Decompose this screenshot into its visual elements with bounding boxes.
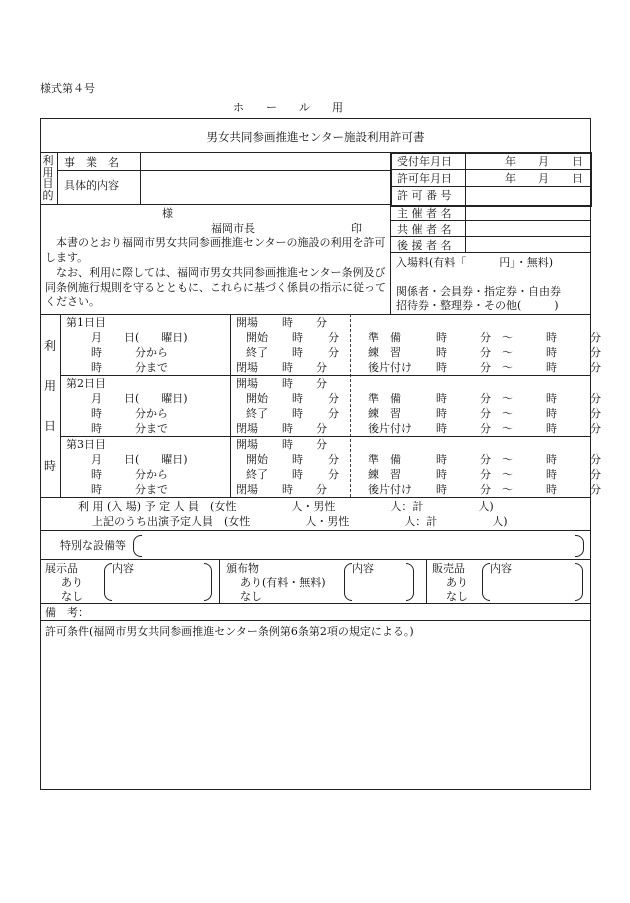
event-name-field[interactable] [145,155,385,168]
cleanup-label: 後片付け [368,483,412,496]
time-range: 時 分 〜 時 分 [436,422,601,435]
time-range: 時 分 〜 時 分 [436,453,601,466]
ticket-types-2: 招待券・整理券・その他( ) [396,299,559,312]
end-label: 終了 [246,346,268,359]
end-label: 終了 [246,407,268,420]
rehearsal-label: 練 習 [368,346,401,359]
admission-fee: 入場料(有料「 円」・無料) [396,256,554,269]
minute-label: 分 [316,361,327,374]
minute-label: 分 [328,331,339,344]
minute-label: 分 [316,422,327,435]
hour-label: 時 [292,407,303,420]
sales-yes[interactable]: あり [446,576,468,589]
minute-label: 分 [328,453,339,466]
day-from: 時 分から [91,468,168,481]
received-date-label: 受付年月日 [397,155,452,168]
day-to: 時 分まで [91,422,168,435]
minute-label: 分 [316,483,327,496]
open-label: 開場 [236,316,258,329]
hour-label: 時 [292,331,303,344]
hall-label: ホ ー ル 用 [233,101,343,114]
hour-label: 時 [282,361,293,374]
minute-label: 分 [328,468,339,481]
prep-label: 準 備 [368,331,401,344]
month-label: 月 [538,172,549,185]
purpose-vertical-label: 利用目的 [42,154,54,202]
hour-label: 時 [292,346,303,359]
prep-label: 準 備 [368,392,401,405]
schedule-vertical-char: 日 [44,419,57,433]
planned-attendance: 利 用 (入 場) 予 定 人 員 (女性 人・男性 人：計 人) [78,500,494,513]
handouts-yes[interactable]: あり(有料・無料) [240,576,326,589]
bracket-right [406,563,414,601]
hour-label: 時 [282,438,293,451]
conditions-field[interactable] [45,645,585,783]
bracket-right [575,563,583,601]
performer-count: 上記のうち出演予定人員 (女性 人・男性 人：計 人) [92,515,508,528]
day-to: 時 分まで [91,361,168,374]
day-date: 月 日( 曜日) [91,453,188,466]
bracket-left [104,563,112,601]
day-label: 日 [572,172,583,185]
supporter-label: 後 援 者 名 [397,239,452,252]
minute-label: 分 [316,316,327,329]
content-field[interactable] [145,174,385,200]
content-label: 具体的内容 [64,179,119,192]
day-header: 第3日目 [66,438,106,451]
day-header: 第2日目 [66,377,106,390]
ticket-types-1: 関係者・会員券・指定券・自由券 [396,285,561,298]
close-label: 閉場 [236,361,258,374]
hour-label: 時 [282,483,293,496]
minute-label: 分 [316,438,327,451]
day-to: 時 分まで [91,483,168,496]
time-range: 時 分 〜 時 分 [436,468,601,481]
rehearsal-label: 練 習 [368,407,401,420]
hour-label: 時 [292,468,303,481]
hour-label: 時 [282,316,293,329]
sales-content-label: 内容 [490,562,512,575]
open-label: 開場 [236,377,258,390]
exhibits-no[interactable]: なし [61,590,83,603]
addressee-sama: 様 [162,207,173,220]
minute-label: 分 [316,377,327,390]
event-name-label: 事 業 名 [64,156,119,169]
cleanup-label: 後片付け [368,422,412,435]
form-title: 男女共同参画推進センター施設利用許可書 [206,130,425,144]
rehearsal-label: 練 習 [368,468,401,481]
day-from: 時 分から [91,346,168,359]
time-range: 時 分 〜 時 分 [436,361,601,374]
schedule-vertical-char: 用 [44,379,57,393]
hour-label: 時 [282,422,293,435]
year-label: 年 [505,155,516,168]
minute-label: 分 [328,392,339,405]
prep-label: 準 備 [368,453,401,466]
permit-text-1: 本書のとおり福岡市男女共同参画推進センターの施設の利用を許可します。 [45,236,386,264]
sales-no[interactable]: なし [446,590,468,603]
seal-mark: 印 [351,222,362,235]
exhibits-content-label: 内容 [112,562,134,575]
mayor-label: 福岡市長 [211,222,255,235]
time-range: 時 分 〜 時 分 [436,407,601,420]
bracket-right [204,563,212,601]
time-range: 時 分 〜 時 分 [436,346,601,359]
exhibits-yes[interactable]: あり [61,576,83,589]
month-label: 月 [538,155,549,168]
hour-label: 時 [292,392,303,405]
permit-number-label: 許 可 番 号 [397,189,452,202]
special-equipment-field[interactable] [145,536,571,554]
bracket-left [344,563,352,601]
handouts-label: 頒布物 [226,562,259,575]
day-date: 月 日( 曜日) [91,331,188,344]
minute-label: 分 [328,346,339,359]
bracket-left [133,535,142,557]
schedule-vertical-char: 利 [44,339,57,353]
form-number: 様式第４号 [40,82,95,95]
hour-label: 時 [292,453,303,466]
exhibits-label: 展示品 [45,562,78,575]
permit-text-2: なお、利用に際しては、福岡市男女共同参画推進センター条例及び同条例施行規則を守るとともに、これらに基づく係員の指示に従ってください。 [45,266,386,308]
handouts-no[interactable]: なし [240,590,262,603]
year-label: 年 [505,172,516,185]
handouts-content-label: 内容 [352,562,374,575]
close-label: 閉場 [236,422,258,435]
sales-label: 販売品 [432,562,465,575]
day-date: 月 日( 曜日) [91,392,188,405]
hour-label: 時 [282,377,293,390]
time-range: 時 分 〜 時 分 [436,331,601,344]
end-label: 終了 [246,468,268,481]
schedule-vertical-char: 時 [44,459,57,473]
special-equipment-label: 特別な設備等 [60,539,126,552]
remarks-label: 備 考： [45,606,89,619]
close-label: 閉場 [236,483,258,496]
start-label: 開始 [246,453,268,466]
day-from: 時 分から [91,407,168,420]
time-range: 時 分 〜 時 分 [436,392,601,405]
cleanup-label: 後片付け [368,361,412,374]
minute-label: 分 [328,407,339,420]
open-label: 開場 [236,438,258,451]
start-label: 開始 [246,392,268,405]
cohost-label: 共 催 者 名 [397,223,452,236]
start-label: 開始 [246,331,268,344]
time-range: 時 分 〜 時 分 [436,483,601,496]
host-label: 主 催 者 名 [397,207,452,220]
permitted-date-label: 許可年月日 [397,172,452,185]
day-label: 日 [572,155,583,168]
bracket-left [482,563,490,601]
permit-conditions: 許可条件(福岡市男女共同参画推進センター条例第6条第2項の規定による。) [45,625,414,638]
day-header: 第1日目 [66,316,106,329]
